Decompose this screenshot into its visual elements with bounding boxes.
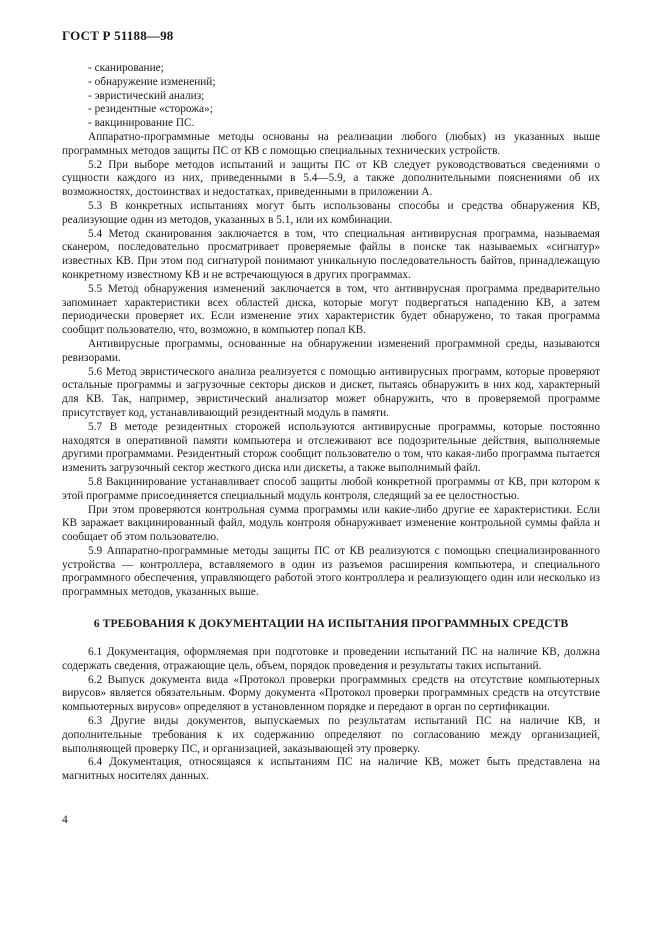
section-heading: 6 ТРЕБОВАНИЯ К ДОКУМЕНТАЦИИ НА ИСПЫТАНИЯ ПРОГРАММНЫХ СРЕДСТВ	[93, 617, 569, 630]
list-item: - обнаружение изменений;	[88, 75, 216, 88]
paragraph: Антивирусные программы, основанные на обнаружении изменений программной среды, называются ревизорами.	[62, 337, 600, 364]
page-number: 4	[62, 814, 68, 826]
paragraph: 5.4 Метод сканирования заключается в том, что специальная антивирусная программа, называемая сканером, последовательно просматривает проверяемые файлы в поиске так называемых «сигнатур» известных КВ. При этом под сигнатурой понимают уникальную последовательность байтов, принадлежащую конкретному известному КВ и не встречающуюся в других программах.	[62, 227, 600, 281]
paragraph: 6.1 Документация, оформляемая при подготовке и проведении испытаний ПС на наличие КВ, должна содержать сведения, отражающие цель, объем, порядок проведения и результаты таких испытаний.	[62, 646, 600, 672]
paragraph: 5.6 Метод эвристического анализа реализуется с помощью антивирусных программ, которые проверяют остальные программы и загрузочные секторы дисков и дискет, пытаясь обнаружить в них код, характерный для КВ. Так, например, эвристический анализатор может обнаружить, что в проверяемой программе присутствует код, устанавливающий резидентный модуль в памяти.	[62, 365, 600, 419]
list-item: - эвристический анализ;	[88, 89, 205, 102]
document-header: ГОСТ Р 51188—98	[62, 28, 174, 43]
paragraph: 6.2 Выпуск документа вида «Протокол проверки программных средств на отсутствие компьютерных вирусов» является обязательным. Форму документа «Протокол проверки программных средств на отсутствие компьютерных вирусов» определяют в установленном порядке и передают в орган по сертификации.	[62, 673, 600, 714]
paragraph: 5.2 При выборе методов испытаний и защиты ПС от КВ следует руководствоваться сведениями о сущности каждого из них, приведенными в 5.4—5.9, а также дополнительными пояснениями об их возможностях, достоинствах и недостатках, приведенными в приложении А.	[62, 158, 600, 199]
section-text	[62, 646, 600, 784]
paragraph: 5.7 В методе резидентных сторожей используются антивирусные программы, которые постоянно находятся в оперативной памяти компьютера и отслеживают все подозрительные действия, выполняемые другими программами. Резидентный сторож сообщит пользователю о том, что какая-либо программа пытается изменить загрузочный сектор жесткого диска или дискеты, а также выполнимый файл.	[62, 420, 600, 475]
methods-list	[62, 62, 600, 131]
paragraph: 5.9 Аппаратно-программные методы защиты ПС от КВ реализуются с помощью специализированного устройства — контроллера, вставляемого в один из разъемов расширения компьютера, и специального программного обеспечения, управляющего работой этого контроллера и реализующего один или несколько из программных методов, указанных выше.	[62, 544, 600, 599]
paragraph: 5.5 Метод обнаружения изменений заключается в том, что антивирусная программа предварительно запоминает характеристики всех областей диска, которые могут подвергаться нападению КВ, а затем периодически проверяет их. Если изменение этих характеристик будет обнаружено, то такая программа сообщит пользователю, что, возможно, в компьютер попал КВ.	[62, 282, 600, 337]
paragraph: Аппаратно-программные методы основаны на реализации любого (любых) из указанных выше программных методов защиты ПС от КВ с помощью специальных технических устройств.	[62, 130, 600, 157]
body-text	[62, 62, 600, 600]
paragraph: 6.4 Документация, относящаяся к испытаниям ПС на наличие КВ, может быть представлена на магнитных носителях данных.	[62, 756, 600, 783]
paragraph: 5.8 Вакцинирование устанавливает способ защиты любой конкретной программы от КВ, при котором к этой программе присоединяется специальный модуль контроля, следящий за ее целостностью.	[62, 475, 600, 502]
list-item: - сканирование;	[88, 62, 164, 74]
list-item: - вакцинирование ПС.	[88, 117, 195, 130]
paragraph: 5.3 В конкретных испытаниях могут быть использованы способы и средства обнаружения КВ, реализующие один из методов, указанных в 5.1, или их комбинации.	[62, 199, 600, 226]
list-item: - резидентные «сторожа»;	[88, 103, 213, 116]
paragraph: 6.3 Другие виды документов, выпускаемых по результатам испытаний ПС на наличие КВ, и дополнительные требования к их содержанию определяют по согласованию между организацией, выполняющей проверку ПС, и организацией, заказывающей эту проверку.	[62, 714, 600, 755]
paragraph: При этом проверяются контрольная сумма программы или какие-либо другие ее характеристики. Если КВ заражает вакцинированный файл, модуль контроля обнаруживает изменение контрольной суммы файла и сообщает об этом пользователю.	[62, 503, 600, 544]
